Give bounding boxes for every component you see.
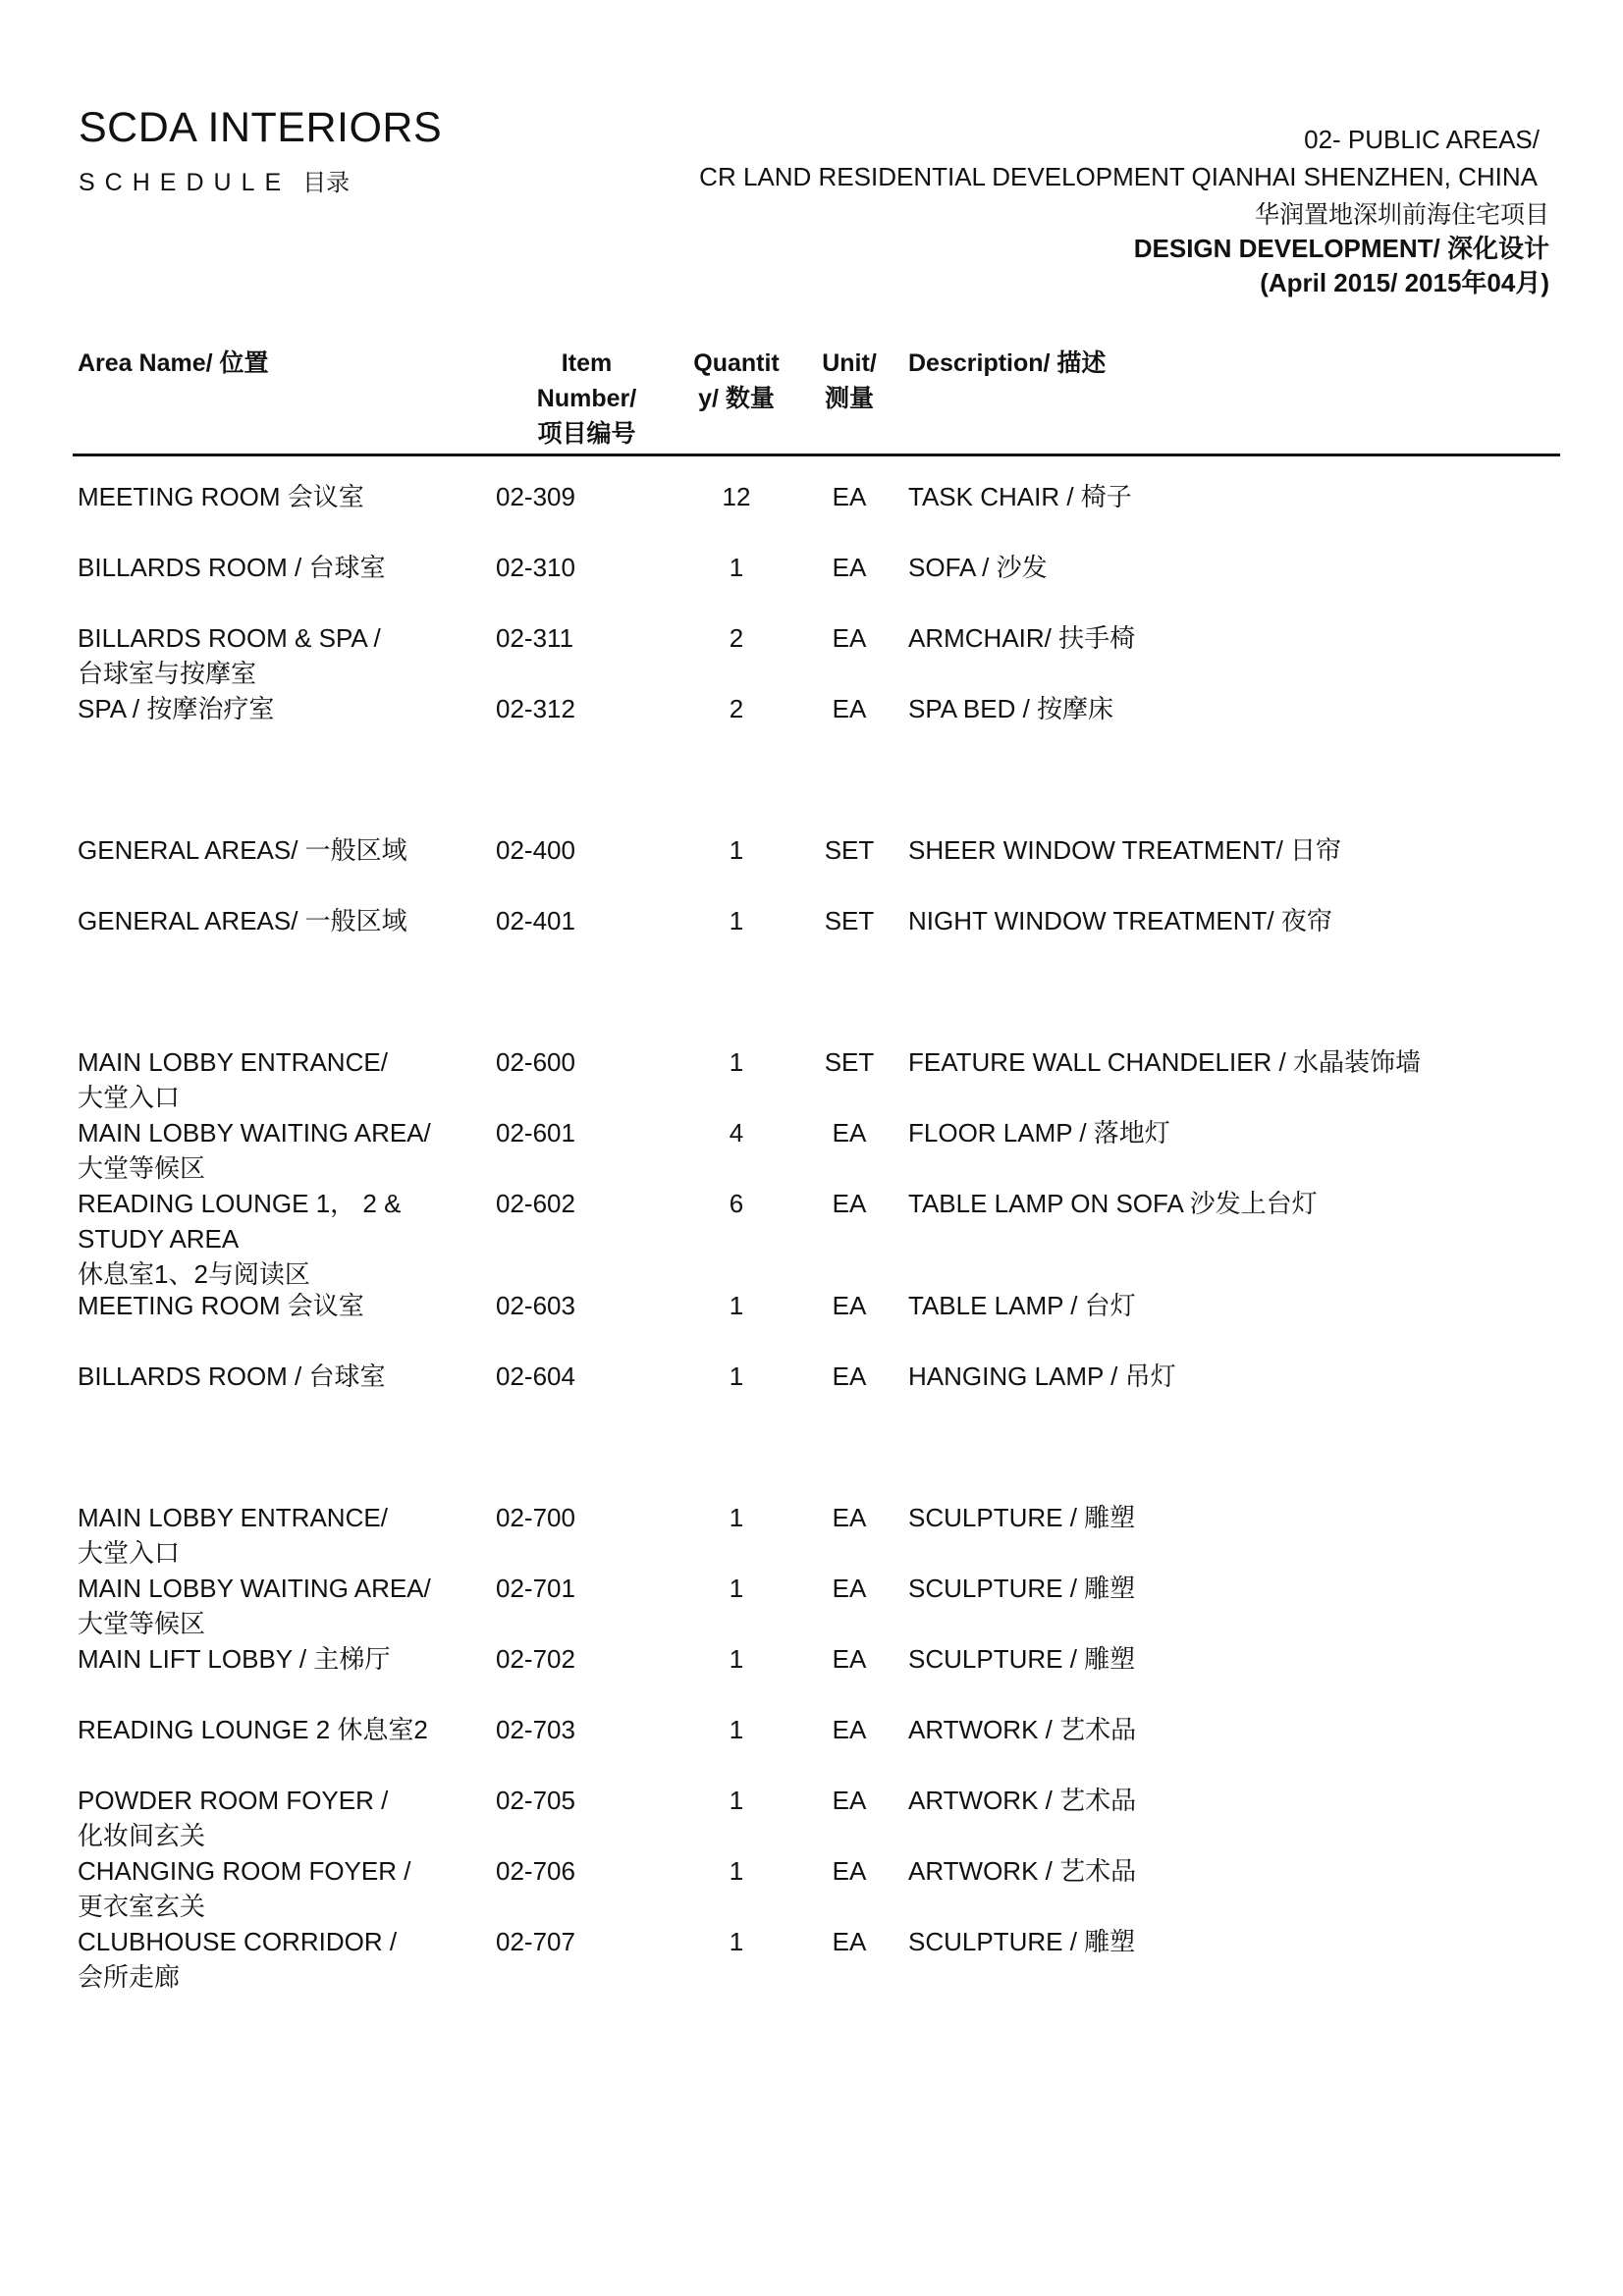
- unit-cell: EA: [832, 1574, 867, 1603]
- area-name-line: MAIN LIFT LOBBY / 主梯厅: [78, 1644, 391, 1674]
- area-name-line: 化妆间玄关: [78, 1821, 206, 1850]
- quantity-cell: 1: [729, 553, 744, 582]
- item-number-cell: 02-706: [496, 1856, 575, 1886]
- area-name-cell: [78, 1783, 470, 1853]
- unit-cell: EA: [832, 1189, 867, 1218]
- area-name-line: BILLARDS ROOM / 台球室: [78, 1362, 386, 1391]
- unit-cell: EA: [832, 1118, 867, 1148]
- description-cell: FLOOR LAMP / 落地灯: [908, 1118, 1170, 1148]
- quantity-cell: 1: [729, 1856, 744, 1886]
- project-name-cn: 华润置地深圳前海住宅项目: [1254, 200, 1549, 229]
- quantity-cell: 1: [729, 1291, 744, 1320]
- area-name-cell: [78, 832, 470, 868]
- item-number-cell: 02-400: [496, 835, 575, 865]
- schedule-label: SCHEDULE: [79, 169, 292, 196]
- area-name-line: BILLARDS ROOM & SPA /: [78, 623, 381, 653]
- column-header-item: [511, 346, 663, 452]
- area-name-cell: [78, 1571, 470, 1641]
- column-header-quantity-line: y/ 数量: [698, 385, 775, 412]
- description-cell: SCULPTURE / 雕塑: [908, 1574, 1136, 1603]
- unit-cell: SET: [824, 1047, 875, 1077]
- quantity-cell: 1: [729, 1503, 744, 1532]
- description-cell: TABLE LAMP ON SOFA 沙发上台灯: [908, 1189, 1318, 1218]
- area-name-line: 会所走廊: [78, 1962, 181, 1992]
- item-number-cell: 02-309: [496, 482, 575, 511]
- area-name-line: STUDY AREA: [78, 1224, 240, 1254]
- item-number-cell: 02-401: [496, 906, 575, 935]
- column-header-unit-line: 测量: [824, 385, 874, 412]
- item-number-cell: 02-702: [496, 1644, 575, 1674]
- quantity-cell: 1: [729, 1644, 744, 1674]
- item-number-cell: 02-602: [496, 1189, 575, 1218]
- area-name-line: GENERAL AREAS/ 一般区域: [78, 906, 407, 935]
- description-cell: ARTWORK / 艺术品: [908, 1786, 1137, 1815]
- description-cell: HANGING LAMP / 吊灯: [908, 1362, 1176, 1391]
- unit-cell: SET: [824, 835, 875, 865]
- area-name-line: SPA / 按摩治疗室: [78, 694, 275, 723]
- column-header-quantity: [677, 346, 795, 416]
- quantity-cell: 1: [729, 906, 744, 935]
- quantity-cell: 4: [729, 1118, 744, 1148]
- item-number-cell: 02-310: [496, 553, 575, 582]
- quantity-cell: 1: [729, 1927, 744, 1956]
- description-cell: FEATURE WALL CHANDELIER / 水晶装饰墙: [908, 1047, 1421, 1077]
- column-header-unit: [805, 346, 893, 416]
- item-number-cell: 02-603: [496, 1291, 575, 1320]
- area-name-line: MAIN LOBBY WAITING AREA/: [78, 1574, 431, 1603]
- area-name-line: 大堂入口: [78, 1538, 181, 1568]
- quantity-cell: 1: [729, 1047, 744, 1077]
- unit-cell: EA: [832, 553, 867, 582]
- area-name-line: 休息室1、2与阅读区: [78, 1259, 310, 1289]
- unit-cell: EA: [832, 482, 867, 511]
- item-number-cell: 02-312: [496, 694, 575, 723]
- area-name-cell: [78, 1288, 470, 1323]
- area-name-cell: [78, 1115, 470, 1186]
- unit-cell: EA: [832, 623, 867, 653]
- project-name-en: CR LAND RESIDENTIAL DEVELOPMENT QIANHAI SHENZHEN, CHINA: [699, 162, 1538, 191]
- quantity-cell: 1: [729, 1362, 744, 1391]
- area-name-line: GENERAL AREAS/ 一般区域: [78, 835, 407, 865]
- column-header-quantity-line: Quantit: [693, 349, 780, 377]
- description-cell: SCULPTURE / 雕塑: [908, 1644, 1136, 1674]
- area-name-cell: [78, 1500, 470, 1571]
- area-name-line: READING LOUNGE 1， 2 &: [78, 1189, 402, 1218]
- description-cell: SCULPTURE / 雕塑: [908, 1927, 1136, 1956]
- description-cell: SPA BED / 按摩床: [908, 694, 1114, 723]
- area-name-line: 大堂等候区: [78, 1153, 206, 1183]
- area-name-cell: [78, 1853, 470, 1924]
- item-number-cell: 02-600: [496, 1047, 575, 1077]
- quantity-cell: 6: [729, 1189, 744, 1218]
- area-name-cell: [78, 1712, 470, 1747]
- unit-cell: EA: [832, 1856, 867, 1886]
- item-number-cell: 02-311: [496, 623, 574, 653]
- design-phase: DESIGN DEVELOPMENT/ 深化设计: [1133, 234, 1549, 263]
- area-name-cell: [78, 691, 470, 726]
- description-cell: NIGHT WINDOW TREATMENT/ 夜帘: [908, 906, 1332, 935]
- area-name-cell: [78, 479, 470, 514]
- area-name-line: POWDER ROOM FOYER /: [78, 1786, 389, 1815]
- schedule-subtitle: [79, 163, 350, 197]
- item-number-cell: 02-601: [496, 1118, 575, 1148]
- area-name-line: READING LOUNGE 2 休息室2: [78, 1715, 428, 1744]
- area-name-cell: [78, 1186, 470, 1292]
- item-number-cell: 02-701: [496, 1574, 575, 1603]
- item-number-cell: 02-703: [496, 1715, 575, 1744]
- item-number-cell: 02-604: [496, 1362, 575, 1391]
- quantity-cell: 12: [722, 482, 751, 511]
- column-header-item-line: Item: [561, 349, 613, 377]
- description-cell: TABLE LAMP / 台灯: [908, 1291, 1136, 1320]
- column-header-item-line: Number/: [536, 385, 637, 412]
- unit-cell: EA: [832, 1503, 867, 1532]
- area-name-cell: [78, 1359, 470, 1394]
- area-name-line: CHANGING ROOM FOYER /: [78, 1856, 411, 1886]
- area-name-cell: [78, 1044, 470, 1115]
- column-header-area: Area Name/ 位置: [78, 349, 269, 377]
- description-cell: SHEER WINDOW TREATMENT/ 日帘: [908, 835, 1342, 865]
- unit-cell: EA: [832, 1291, 867, 1320]
- area-name-line: CLUBHOUSE CORRIDOR /: [78, 1927, 398, 1956]
- section-title: 02- PUBLIC AREAS/: [1304, 125, 1540, 154]
- quantity-cell: 2: [729, 694, 744, 723]
- unit-cell: SET: [824, 906, 875, 935]
- area-name-cell: [78, 903, 470, 938]
- area-name-line: MEETING ROOM 会议室: [78, 482, 364, 511]
- item-number-cell: 02-705: [496, 1786, 575, 1815]
- area-name-line: 更衣室玄关: [78, 1892, 206, 1921]
- area-name-line: MAIN LOBBY ENTRANCE/: [78, 1047, 388, 1077]
- area-name-cell: [78, 550, 470, 585]
- header-divider: [73, 454, 1560, 456]
- area-name-line: BILLARDS ROOM / 台球室: [78, 553, 386, 582]
- quantity-cell: 1: [729, 835, 744, 865]
- description-cell: ARTWORK / 艺术品: [908, 1856, 1137, 1886]
- column-header-item-line: 项目编号: [537, 420, 636, 448]
- description-cell: ARMCHAIR/ 扶手椅: [908, 623, 1136, 653]
- unit-cell: EA: [832, 1927, 867, 1956]
- unit-cell: EA: [832, 1715, 867, 1744]
- item-number-cell: 02-700: [496, 1503, 575, 1532]
- column-header-description: Description/ 描述: [908, 349, 1107, 377]
- area-name-line: 台球室与按摩室: [78, 659, 257, 688]
- quantity-cell: 1: [729, 1715, 744, 1744]
- unit-cell: EA: [832, 1362, 867, 1391]
- area-name-line: MAIN LOBBY WAITING AREA/: [78, 1118, 431, 1148]
- description-cell: SOFA / 沙发: [908, 553, 1048, 582]
- brand-title: SCDA INTERIORS: [79, 104, 443, 151]
- area-name-line: MEETING ROOM 会议室: [78, 1291, 364, 1320]
- unit-cell: EA: [832, 694, 867, 723]
- area-name-cell: [78, 1641, 470, 1677]
- description-cell: ARTWORK / 艺术品: [908, 1715, 1137, 1744]
- area-name-cell: [78, 1924, 470, 1995]
- area-name-cell: [78, 620, 470, 691]
- area-name-line: 大堂入口: [78, 1083, 181, 1112]
- item-number-cell: 02-707: [496, 1927, 575, 1956]
- unit-cell: EA: [832, 1786, 867, 1815]
- quantity-cell: 1: [729, 1786, 744, 1815]
- area-name-line: MAIN LOBBY ENTRANCE/: [78, 1503, 388, 1532]
- quantity-cell: 2: [729, 623, 744, 653]
- quantity-cell: 1: [729, 1574, 744, 1603]
- description-cell: SCULPTURE / 雕塑: [908, 1503, 1136, 1532]
- column-header-unit-line: Unit/: [822, 349, 877, 377]
- description-cell: TASK CHAIR / 椅子: [908, 482, 1132, 511]
- area-name-line: 大堂等候区: [78, 1609, 206, 1638]
- unit-cell: EA: [832, 1644, 867, 1674]
- schedule-label-cn: 目录: [302, 169, 351, 196]
- issue-date: (April 2015/ 2015年04月): [1260, 268, 1549, 297]
